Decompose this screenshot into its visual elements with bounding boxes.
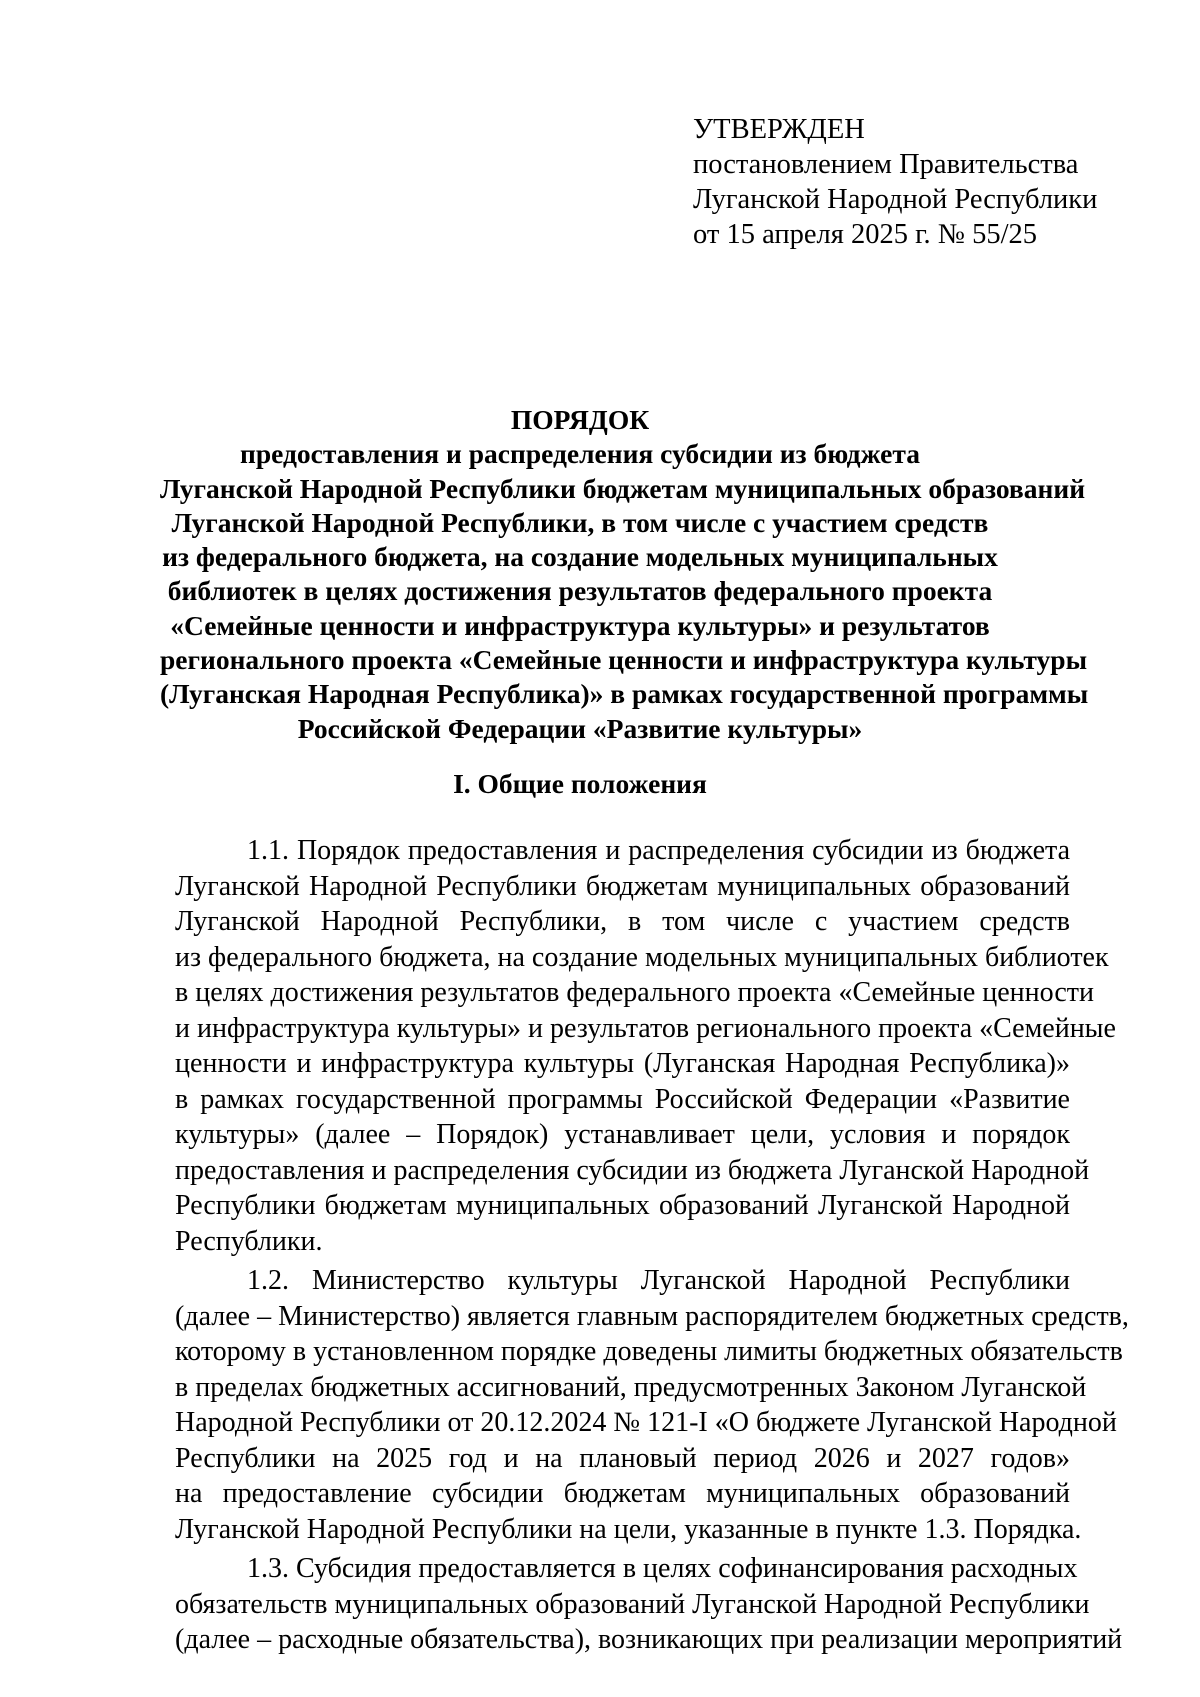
paragraph-line: на предоставление субсидии бюджетам муниципальных образований [175, 1478, 1070, 1509]
paragraph-line: Луганской Народной Республики бюджетам муниципальных образований [175, 870, 1070, 902]
paragraph-line: ценности и инфраструктура культуры (Луганская Народная Республика)» [175, 1048, 1070, 1079]
title-line: из федерального бюджета, на создание модельных муниципальных [162, 541, 998, 573]
paragraph-line: 1.3. Субсидия предоставляется в целях софинансирования расходных [247, 1553, 1078, 1584]
paragraph-line: 1.2. Министерство культуры Луганской Народной Республики [247, 1265, 1070, 1296]
title-line: регионального проекта «Семейные ценности и инфраструктура культуры [160, 644, 1088, 676]
document-title [160, 403, 1089, 746]
paragraph-line: (далее – Министерство) является главным распорядителем бюджетных средств, [175, 1300, 1129, 1332]
title-line: библиотек в целях достижения результатов федерального проекта [167, 575, 993, 607]
paragraph-line: и инфраструктура культуры» и результатов регионального проекта «Семейные [175, 1012, 1116, 1044]
approval-stamp [693, 112, 1097, 252]
paragraph-line: в целях достижения результатов федерального проекта «Семейные ценности [175, 977, 1094, 1008]
body-text [175, 833, 1129, 1658]
paragraph-line: Народной Республики от 20.12.2024 № 121-I «О бюджете Луганской Народной [175, 1407, 1117, 1438]
paragraph-line: из федерального бюджета, на создание модельных муниципальных библиотек [175, 941, 1109, 973]
paragraph-line: которому в установленном порядке доведены лимиты бюджетных обязательств [175, 1336, 1123, 1367]
paragraph-line: предоставления и распределения субсидии из бюджета Луганской Народной [175, 1154, 1090, 1186]
paragraph-line: культуры» (далее – Порядок) устанавливает цели, условия и порядок [175, 1119, 1070, 1150]
paragraph [175, 1551, 1123, 1658]
title-line: (Луганская Народная Республика)» в рамках государственной программы [160, 678, 1089, 710]
title-line: ПОРЯДОК [510, 404, 650, 435]
paragraph-line: Луганской Народной Республики на цели, указанные в пункте 1.3. Порядка. [175, 1513, 1082, 1545]
paragraph-line: Республики. [175, 1225, 323, 1257]
paragraph-line: Республики бюджетам муниципальных образований Луганской Народной [175, 1190, 1070, 1221]
title-line: «Семейные ценности и инфраструктура культуры» и результатов [170, 609, 990, 641]
approval-line: от 15 апреля 2025 г. № 55/25 [693, 219, 1038, 250]
paragraph-line: 1.1. Порядок предоставления и распределения субсидии из бюджета [247, 835, 1070, 866]
section-heading: I. Общие положения [453, 768, 707, 799]
paragraph-line: Луганской Народной Республики, в том числе с участием средств [175, 906, 1070, 937]
title-line: Луганской Народной Республики, в том числе с участием средств [171, 506, 989, 538]
paragraph-line: Республики на 2025 год и на плановый период 2026 и 2027 годов» [175, 1442, 1070, 1474]
paragraph-line: в рамках государственной программы Российской Федерации «Развитие [175, 1083, 1070, 1115]
paragraph-line: (далее – расходные обязательства), возникающих при реализации мероприятий [175, 1624, 1123, 1655]
paragraph-line: в пределах бюджетных ассигнований, предусмотренных Законом Луганской [175, 1371, 1087, 1403]
approval-line: Луганской Народной Республики [693, 184, 1098, 215]
paragraph [175, 833, 1116, 1259]
title-line: Луганской Народной Республики бюджетам муниципальных образований [160, 472, 1086, 504]
paragraph [175, 1263, 1129, 1547]
title-line: предоставления и распределения субсидии из бюджета [240, 438, 920, 470]
approval-line: УТВЕРЖДЕН [693, 114, 865, 145]
paragraph-line: обязательств муниципальных образований Луганской Народной Республики [175, 1588, 1090, 1620]
approval-line: постановлением Правительства [693, 149, 1079, 180]
title-line: Российской Федерации «Развитие культуры» [297, 712, 863, 744]
